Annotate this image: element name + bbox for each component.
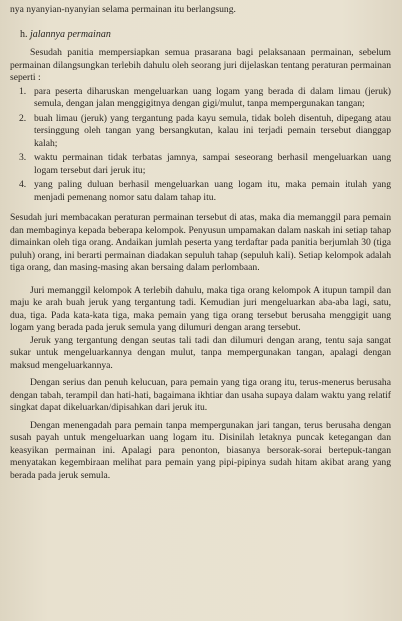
rule-number: 4. [19, 179, 27, 190]
body-paragraph: Sesudah juri membacakan peraturan permainan tersebut di atas, maka dia memanggil para pemain dan membaginya kepada beberapa kelompok. Penyusun umpamakan dalam naskah ini setiap tahap dimainkan oleh tiga orang. Andaikan jumlah peserta yang terdaftar pada panitia berjumlah 30 (tiga puluh) orang, ini berarti permainan diadakan sepuluh tahap (sepuluh kali). Setiap kelompok adalah tiga orang, dan masing-masing akan bersaing dalam perlombaan. [10, 212, 391, 273]
rule-text: waktu permainan tidak terbatas jamnya, sampai seseorang berhasil mengeluarkan uang logam tersebut dari jeruk itu; [34, 152, 391, 176]
body-paragraph: Jeruk yang tergantung dengan seutas tali tadi dan dilumuri dengan arang, tentu saja sangat sukar untuk mengeluarkannya dengan mulut, tanpa mempergunakan tangan, apalagi dengan maksud mengeluarkannya. [10, 334, 391, 371]
rule-number: 1. [19, 85, 27, 97]
rule-text: para peserta diharuskan mengeluarkan uang logam yang berada di dalam limau (jeruk) semula, dengan jalan menggigitnya dengan gigi/mulut, tanpa mempergunakan tangan; [34, 85, 391, 109]
section-title: jalannya permainan [30, 28, 111, 40]
rule-item [10, 179, 391, 204]
body-paragraph: Dengan menengadah para pemain tanpa mempergunakan jari tangan, terus berusaha dengan susah payah untuk mengeluarkan uang logam itu. Disinilah letaknya puncak ketegangan dan keasyikan permainan ini. Apalagi para penonton, biasanya bersorak-sorai bertepuk-tangan menyatakan kegembiraan melihat para pemain yang pipi-pipinya sudah hitam akibat arang yang berada pada jeruk semula. [10, 419, 391, 481]
rules-list [10, 86, 391, 205]
intro-paragraph: Sesudah panitia mempersiapkan semua prasarana bagi pelaksanaan permainan, sebelum permainan dilangsungkan terlebih dahulu oleh seorang juri dijelaskan tentang peraturan permainan seperti : [10, 47, 391, 83]
body-paragraph: Dengan serius dan penuh kelucuan, para pemain yang tiga orang itu, terus-menerus berusaha dengan tabah, terampil dan hati-hati, bagaimana ikhtiar dan usaha supaya dalam waktu yang relatif singkat dapat dikeluarkan/dipisahkan dari jeruk itu. [10, 377, 391, 413]
opening-line: nya nyanyian-nyanyian selama permainan itu berlangsung. [10, 4, 236, 15]
rule-number: 2. [19, 112, 27, 124]
section-letter: h. [20, 28, 28, 40]
rule-text: buah limau (jeruk) yang tergantung pada kayu semula, tidak boleh disentuh, dipegang atau tersinggung oleh tangan yang bersangkutan, kalau ini terjadi pemain tersebut dianggap kalah; [34, 112, 391, 149]
rule-number: 3. [19, 152, 27, 163]
rule-item [10, 152, 391, 177]
rule-item [10, 113, 391, 151]
section-heading [20, 29, 391, 42]
body-paragraph: Juri memanggil kelompok A terlebih dahulu, maka tiga orang kelompok A itupun tampil dan maju ke arah buah jeruk yang tergantung tadi. Kemudian juri mengeluarkan aba-aba lagi, satu, dua, tiga. Pada kata-kata tiga, maka pemain yang tiga orang tersebut berusaha menggigit uang logam yang berada pada jeruk semula yang dilumuri dengan arang tersebut. [10, 284, 391, 333]
rule-text: yang paling duluan berhasil mengeluarkan uang logam itu, maka pemain itulah yang menjadi pemenang nomor satu dalam tahap itu. [34, 179, 391, 203]
rule-item [10, 86, 391, 111]
